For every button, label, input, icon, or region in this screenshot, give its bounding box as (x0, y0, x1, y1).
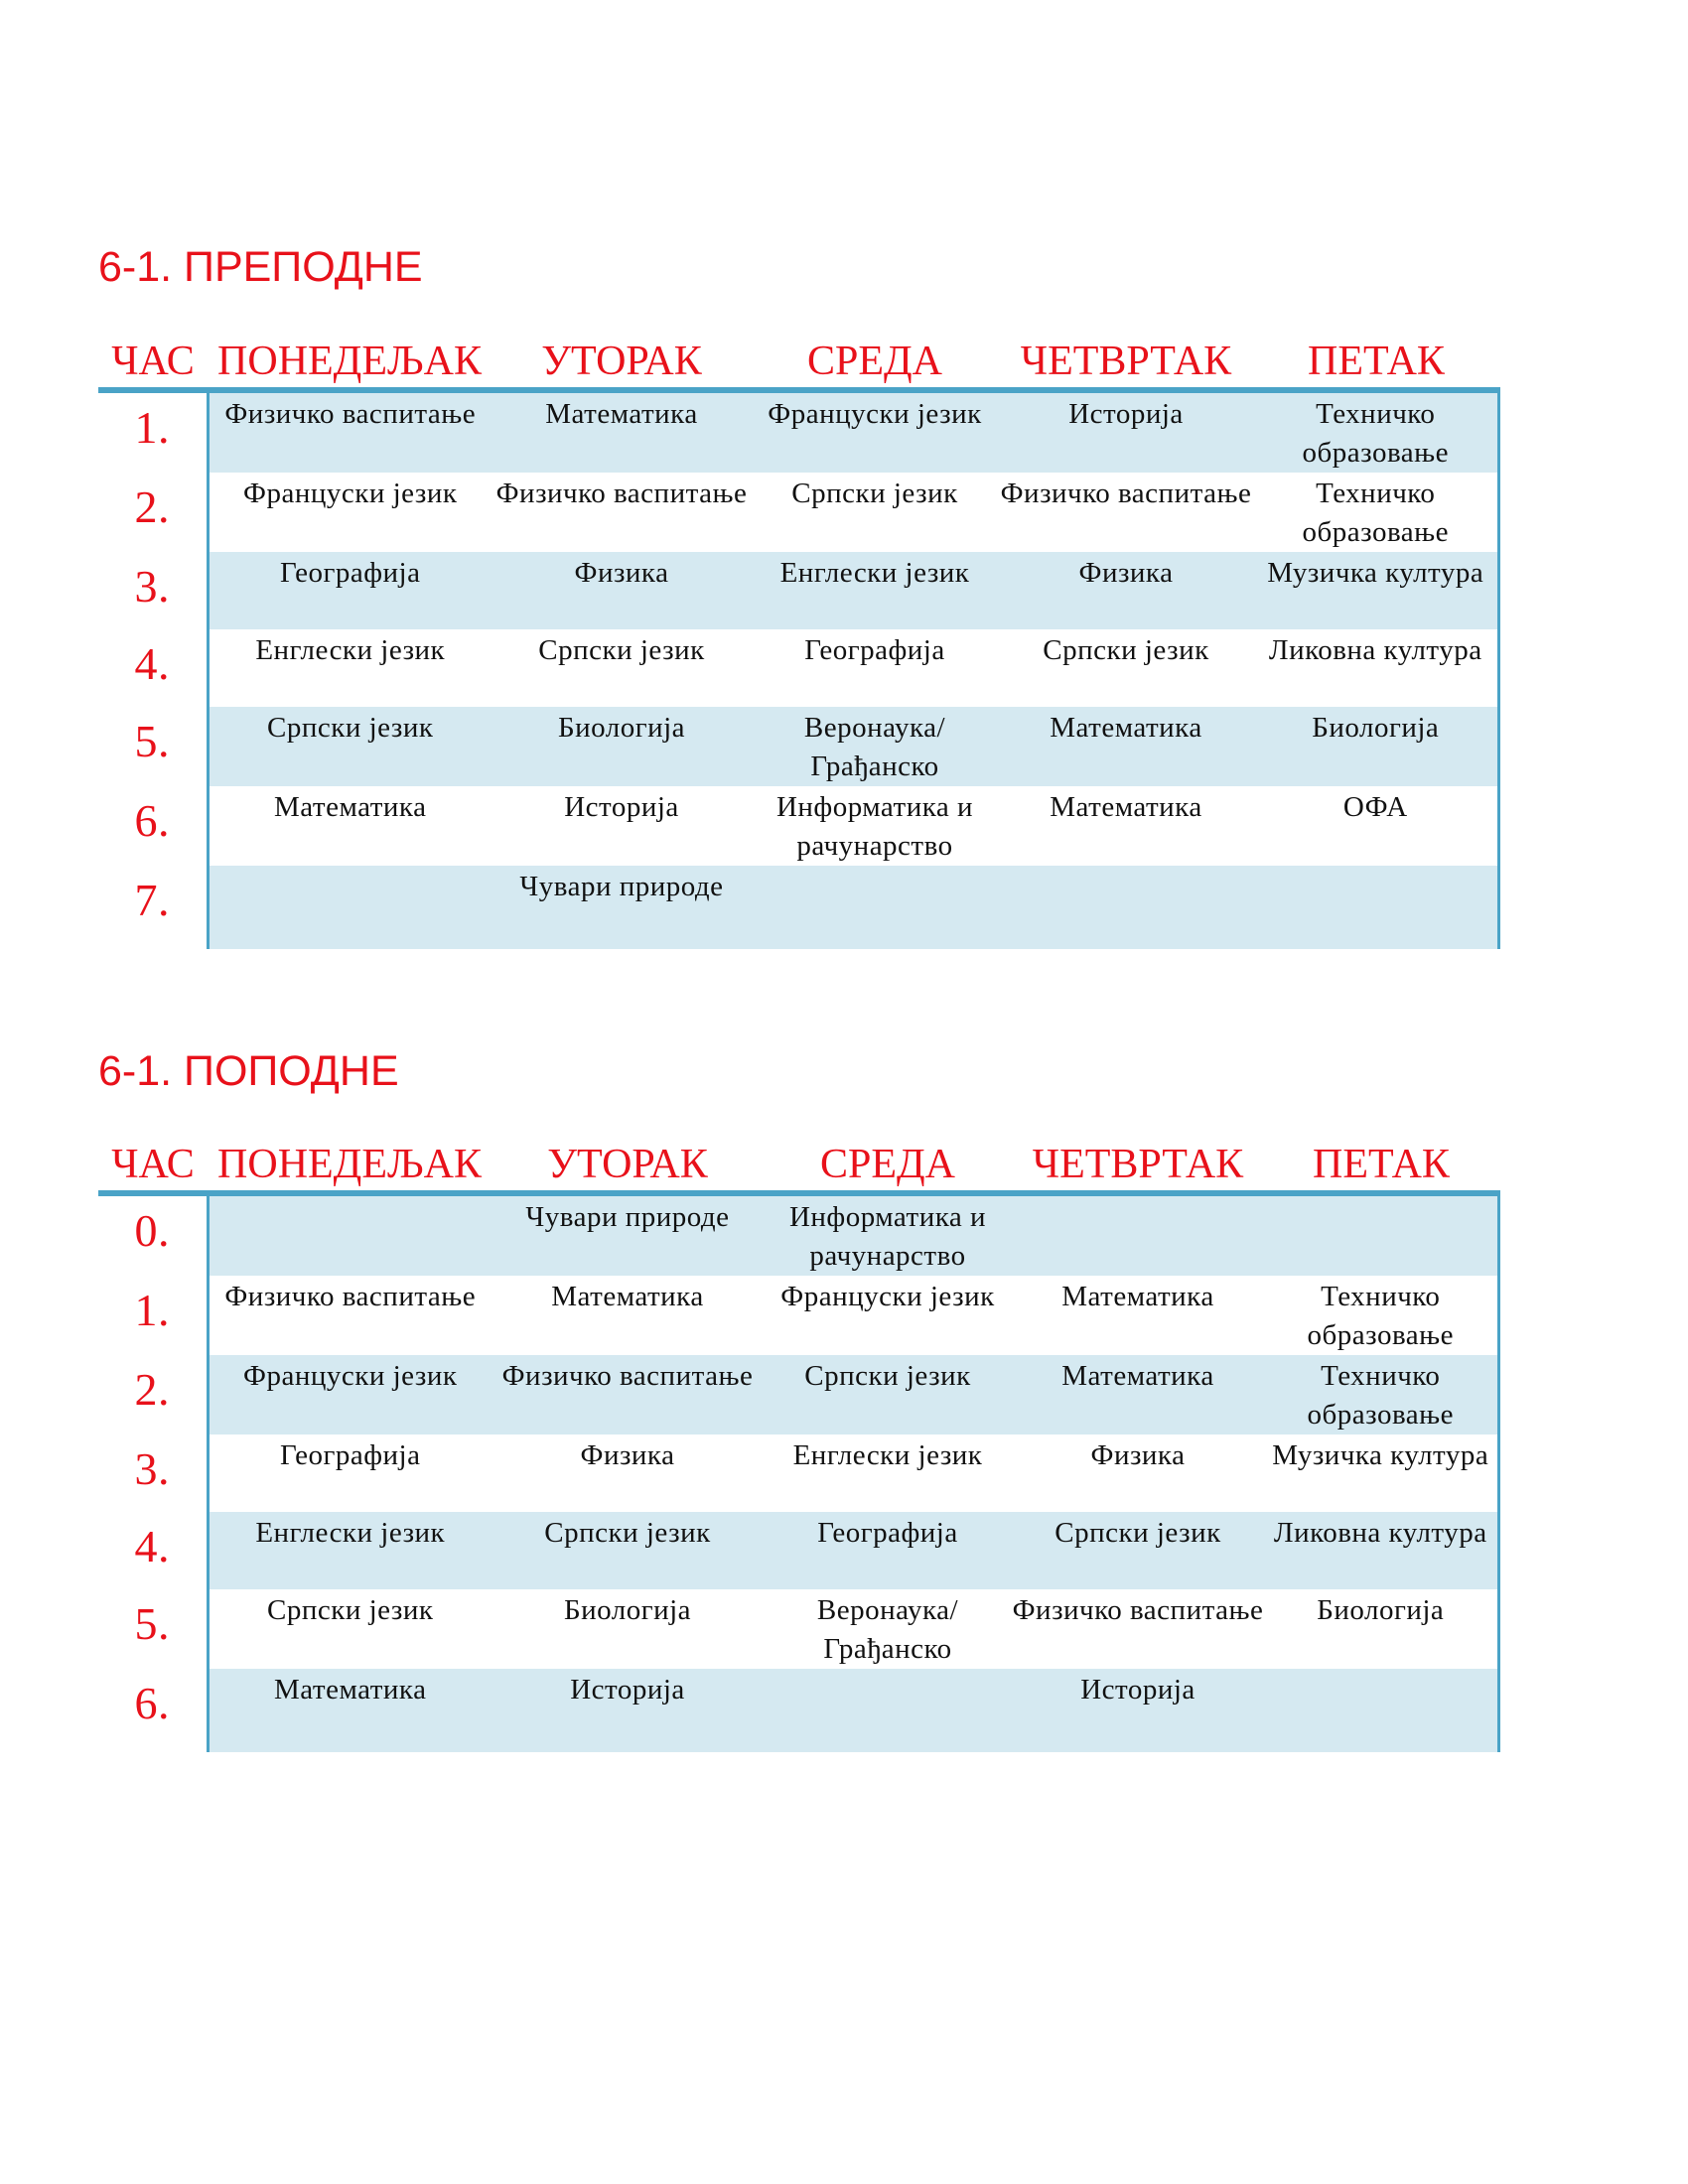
subject-cell: Српски језик (1043, 634, 1209, 666)
subject-cell: Физичко васпитање (208, 390, 492, 473)
table-row (98, 1193, 1498, 1276)
subject-cell: Техничко образовање (1264, 1355, 1498, 1434)
header-row (98, 336, 1498, 390)
subject-cell: Математика (1061, 1281, 1214, 1312)
morning-schedule-table (98, 336, 1500, 949)
subject-cell: Музичка култура (1264, 1434, 1498, 1512)
header-day: УТОРАК (492, 336, 752, 390)
subject-cell: Српски језик (764, 1355, 1012, 1434)
subject-cell: Физичко васпитање (208, 1276, 492, 1355)
subject-cell: Информатика и рачунарство (775, 791, 974, 862)
afternoon-schedule-title: 6-1. ПОПОДНЕ (98, 1047, 399, 1095)
table-row (98, 1589, 1498, 1669)
subject-cell: Физичко васпитање (1000, 478, 1252, 509)
hour-number: 2. (134, 481, 170, 532)
subject-cell (752, 866, 998, 949)
subject-cell: Српски језик (538, 634, 705, 666)
subject-cell: Физика (1090, 1439, 1186, 1471)
subject-cell: Биологија (492, 707, 752, 786)
morning-schedule-title: 6-1. ПРЕПОДНЕ (98, 243, 423, 291)
subject-cell: ОФА (1254, 786, 1498, 866)
subject-cell (1264, 1193, 1498, 1276)
subject-cell: Математика (1050, 791, 1202, 823)
table-row (98, 866, 1498, 949)
hour-number: 1. (134, 1285, 170, 1335)
table-row (98, 390, 1498, 473)
hour-number: 6. (134, 795, 170, 846)
table-row (98, 1355, 1498, 1434)
hour-number: 1. (134, 402, 170, 453)
subject-cell: Француски језик (752, 390, 998, 473)
table-row (98, 1669, 1498, 1752)
subject-cell: Географија (764, 1512, 1012, 1589)
hour-number: 3. (134, 561, 170, 612)
subject-cell: Историја (564, 791, 679, 823)
subject-cell (1012, 1193, 1264, 1276)
subject-cell: Техничко образовање (1254, 473, 1498, 552)
subject-cell: Географија (208, 1434, 492, 1512)
subject-cell: Физика (492, 552, 752, 629)
subject-cell (998, 866, 1254, 949)
subject-cell: Српски језик (208, 707, 492, 786)
subject-cell: Физика (580, 1439, 675, 1471)
table-row (98, 552, 1498, 629)
hour-number: 5. (134, 716, 170, 766)
subject-cell: Веронаука/ Грађанско (816, 1594, 959, 1665)
subject-cell: Математика (998, 707, 1254, 786)
afternoon-schedule-table (98, 1139, 1500, 1752)
header-day: СРЕДА (764, 1139, 1012, 1193)
hour-number: 3. (134, 1443, 170, 1494)
hour-number: 4. (134, 1521, 170, 1571)
header-day: УТОРАК (492, 1139, 764, 1193)
subject-cell: Физика (998, 552, 1254, 629)
header-day: ПОНЕДЕЉАК (208, 1139, 492, 1193)
subject-cell (1264, 1669, 1498, 1752)
subject-cell: Историја (492, 1669, 764, 1752)
subject-cell: Математика (551, 1281, 704, 1312)
subject-cell: Математика (208, 786, 492, 866)
subject-cell: Француски језик (208, 473, 492, 552)
subject-cell: Српски језик (791, 478, 958, 509)
header-day: ПЕТАК (1254, 336, 1498, 390)
subject-cell: Информатика и рачунарство (764, 1193, 1012, 1276)
subject-cell: Француски језик (208, 1355, 492, 1434)
hour-number: 6. (134, 1678, 170, 1728)
subject-cell: Енглески језик (792, 1439, 983, 1471)
hour-number: 7. (134, 875, 170, 925)
table-row (98, 1276, 1498, 1355)
subject-cell: Техничко образовање (1254, 390, 1498, 473)
subject-cell: Физичко васпитање (1012, 1594, 1264, 1626)
subject-cell: Биологија (1254, 707, 1498, 786)
table-row (98, 1434, 1498, 1512)
subject-cell: Француски језик (780, 1281, 995, 1312)
table-row (98, 629, 1498, 707)
subject-cell: Српски језик (1012, 1512, 1264, 1589)
subject-cell: Математика (492, 390, 752, 473)
header-day: ЧЕТВРТАК (998, 336, 1254, 390)
subject-cell: Чувари природе (492, 1193, 764, 1276)
header-day: ЧЕТВРТАК (1012, 1139, 1264, 1193)
subject-cell: Ликовна култура (1264, 1512, 1498, 1589)
subject-cell: Биологија (563, 1594, 692, 1626)
subject-cell: Математика (1012, 1355, 1264, 1434)
header-day: ПЕТАК (1264, 1139, 1498, 1193)
hour-number: 4. (134, 638, 170, 689)
hour-number: 0. (134, 1205, 170, 1256)
table-row (98, 786, 1498, 866)
header-day: ПОНЕДЕЉАК (208, 336, 492, 390)
subject-cell: Чувари природе (492, 866, 752, 949)
subject-cell (208, 1193, 492, 1276)
subject-cell: Биологија (1264, 1589, 1498, 1669)
subject-cell: Енглески језик (752, 552, 998, 629)
subject-cell: Физичко васпитање (492, 1355, 764, 1434)
subject-cell (208, 866, 492, 949)
subject-cell: Географија (208, 552, 492, 629)
table-row (98, 707, 1498, 786)
subject-cell (1254, 866, 1498, 949)
subject-cell: Српски језик (492, 1512, 764, 1589)
hour-number: 5. (134, 1598, 170, 1649)
header-day: СРЕДА (752, 336, 998, 390)
subject-cell: Веронаука/ Грађанско (752, 707, 998, 786)
table-row (98, 1512, 1498, 1589)
subject-cell: Музичка култура (1254, 552, 1498, 629)
subject-cell: Енглески језик (208, 1512, 492, 1589)
subject-cell: Српски језик (208, 1589, 492, 1669)
subject-cell: Ликовна култура (1254, 629, 1498, 707)
header-hour: ЧАС (98, 1139, 208, 1193)
table-row (98, 473, 1498, 552)
subject-cell: Математика (208, 1669, 492, 1752)
header-row (98, 1139, 1498, 1193)
hour-number: 2. (134, 1364, 170, 1415)
subject-cell: Енглески језик (208, 629, 492, 707)
subject-cell: Техничко образовање (1264, 1276, 1498, 1355)
subject-cell (764, 1669, 1012, 1752)
subject-cell: Историја (998, 390, 1254, 473)
subject-cell: Историја (1012, 1669, 1264, 1752)
subject-cell: Географија (804, 634, 945, 666)
header-hour: ЧАС (98, 336, 208, 390)
subject-cell: Физичко васпитање (495, 478, 748, 509)
